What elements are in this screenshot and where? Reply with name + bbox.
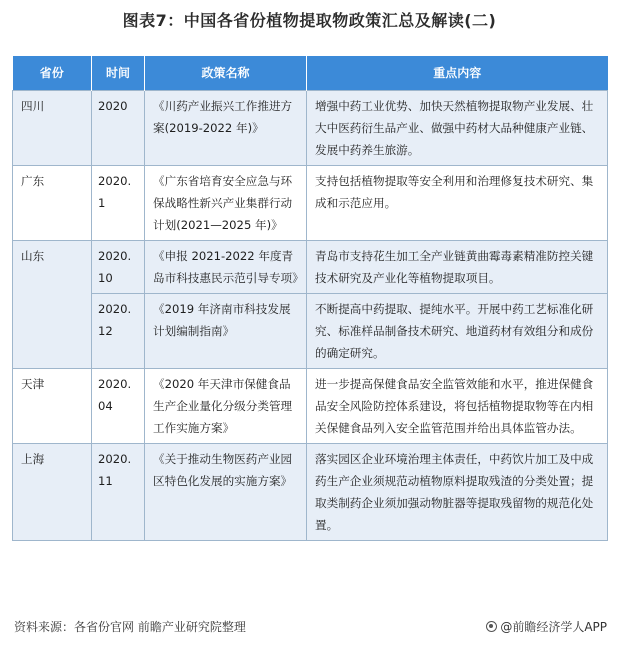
province-cell: 山东 [13,241,92,369]
province-cell: 上海 [13,444,92,541]
key-content-cell: 进一步提高保健食品安全监管效能和水平，推进保健食品安全风险防控体系建设，将包括植物提取物等在内相关保健食品列入安全监管范围并给出具体监管办法。 [307,369,608,444]
province-cell: 四川 [13,91,92,166]
time-cell: 2020.10 [92,241,145,294]
table-row [13,166,608,241]
time-cell: 2020.1 [92,166,145,241]
chart-title: 图表7：中国各省份植物提取物政策汇总及解读(二) [122,11,497,30]
time-cell: 2020.12 [92,294,145,369]
table-row [13,444,608,541]
policy-table [12,56,608,541]
key-content-cell: 支持包括植物提取等安全利用和治理修复技术研究、集成和示范应用。 [307,166,608,241]
table-row [13,294,608,369]
brand-label: @前瞻经济学人APP [500,620,607,634]
key-content-cell: 青岛市支持花生加工全产业链黄曲霉毒素精准防控关键技术研究及产业化等植物提取项目。 [307,241,608,294]
policy-name-cell: 《申报 2021-2022 年度青岛市科技惠民示范引导专项》 [145,241,307,294]
policy-name-cell: 《2020 年天津市保健食品生产企业量化分级分类管理工作实施方案》 [145,369,307,444]
source-note: 资料来源：各省份官网 前瞻产业研究院整理 [14,620,246,634]
column-header-key-content: 重点内容 [307,56,608,91]
brand-credit [486,618,607,635]
policy-name-cell: 《关于推动生物医药产业园区特色化发展的实施方案》 [145,444,307,541]
table-header-row [13,56,608,91]
table-row [13,241,608,294]
time-cell: 2020.11 [92,444,145,541]
province-cell: 天津 [13,369,92,444]
province-cell: 广东 [13,166,92,241]
time-cell: 2020.04 [92,369,145,444]
column-header-policy-name: 政策名称 [145,56,307,91]
table-row [13,369,608,444]
key-content-cell: 不断提高中药提取、提纯水平。开展中药工艺标准化研究、标准样品制备技术研究、地道药材有效组分和成份的确定研究。 [307,294,608,369]
column-header-time: 时间 [92,56,145,91]
policy-name-cell: 《2019 年济南市科技发展计划编制指南》 [145,294,307,369]
column-header-province: 省份 [13,56,92,91]
brand-logo-icon [486,621,497,632]
time-cell: 2020 [92,91,145,166]
policy-name-cell: 《广东省培育安全应急与环保战略性新兴产业集群行动计划(2021—2025 年)》 [145,166,307,241]
policy-name-cell: 《川药产业振兴工作推进方案(2019-2022 年)》 [145,91,307,166]
key-content-cell: 落实园区企业环境治理主体责任，中药饮片加工及中成药生产企业须规范动植物原料提取残渣的分类处置；提取类制药企业须加强动物脏器等提取残留物的规范化处置。 [307,444,608,541]
table-row [13,91,608,166]
key-content-cell: 增强中药工业优势、加快天然植物提取物产业发展、壮大中医药衍生品产业、做强中药材大品种健康产业链、发展中药养生旅游。 [307,91,608,166]
